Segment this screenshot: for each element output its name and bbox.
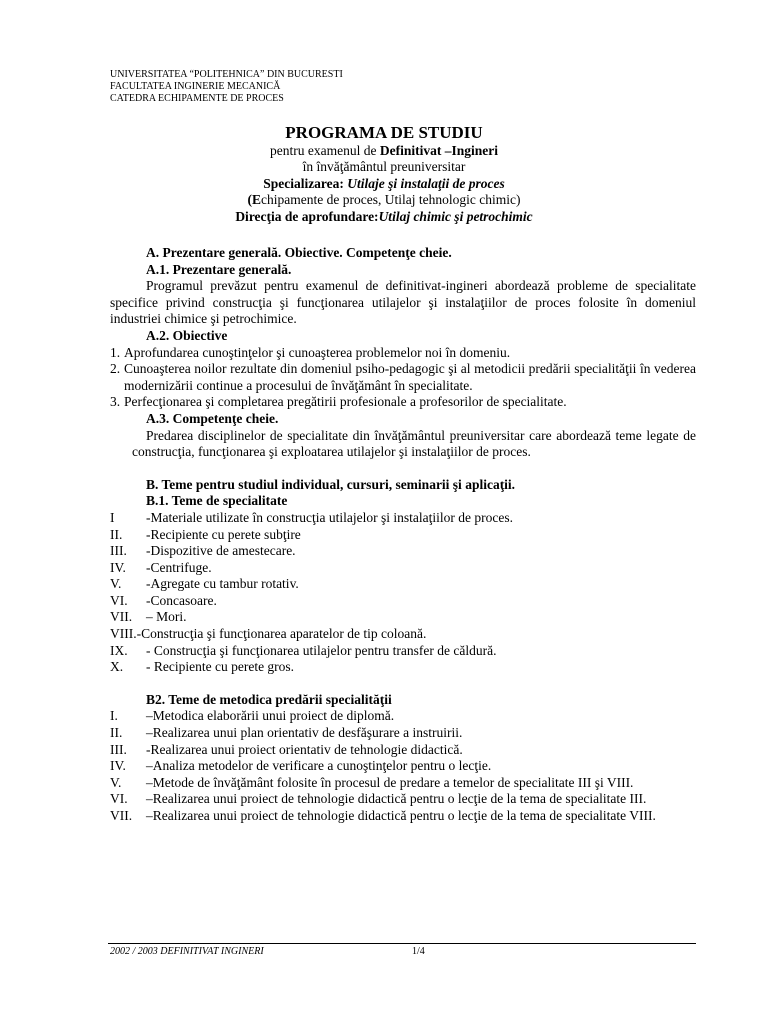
b2-topic-text: -Realizarea unui proiect orientativ de tehnologie didactică. <box>146 741 463 757</box>
subtitle-level: în învăţământul preuniversitar <box>302 159 466 174</box>
b2-topic-numeral: III. <box>110 741 127 757</box>
objective-item <box>110 394 696 411</box>
b2-topic-numeral: I. <box>110 708 118 724</box>
direction-line <box>0 209 768 225</box>
b2-topic-text: –Realizarea unui plan orientativ de desfăşurare a instruirii. <box>146 725 463 741</box>
section-a1-text: Programul prevăzut pentru examenul de definitivat-ingineri abordează probleme de specialitate specifice privind construcţia şi funcţionarea utilajelor şi instalaţiilor de proces folosite în domeniul industriei chimice şi petrochimice. <box>110 278 696 327</box>
objective-text: Aprofundarea cunoştinţelor şi cunoaşterea problemelor noi în domeniu. <box>124 344 511 360</box>
b1-topic-text: – Mori. <box>146 609 187 625</box>
b1-topic-numeral: IV. <box>110 559 126 575</box>
section-a3-text: Predarea disciplinelor de specialitate din învăţământul preuniversitar care abordează teme legate de construcţia, funcţionarea şi exploatarea utilajelor şi instalaţiilor de proces. <box>132 427 696 460</box>
objectives-list <box>110 345 696 411</box>
b2-topic-text: –Realizarea unui proiect de tehnologie didactică pentru o lecţie de la tema de specialitate VIII. <box>146 808 656 823</box>
objective-number: 2. <box>110 361 121 377</box>
b2-topic-numeral: V. <box>110 774 122 790</box>
objective-item <box>110 361 696 394</box>
specialization-label: Specializarea: <box>263 176 348 191</box>
objective-item <box>110 345 696 362</box>
section-a3-heading: A.3. Competenţe cheie. <box>146 410 279 426</box>
b1-topic-item <box>110 609 696 626</box>
subtitle-exam <box>0 143 768 159</box>
b1-topic-item <box>110 626 696 643</box>
b1-topic-item <box>110 527 696 544</box>
university-name: UNIVERSITATEA “POLITEHNICA” DIN BUCURESTI <box>110 69 343 80</box>
b2-topic-item <box>110 791 696 808</box>
subtitle-exam-bold: Definitivat –Ingineri <box>379 143 498 158</box>
specialization-details: (Echipamente de proces, Utilaj tehnologic chimic) <box>247 192 521 207</box>
section-a2-heading: A.2. Obiective <box>146 327 228 343</box>
institution-block <box>110 69 343 105</box>
b1-topic-numeral: III. <box>110 543 127 559</box>
faculty-name: FACULTATEA INGINERIE MECANICĂ <box>110 81 281 92</box>
b1-topic-numeral: VIII. <box>110 626 137 642</box>
b1-topics-list <box>110 510 696 676</box>
b2-topic-numeral: VII. <box>110 808 133 823</box>
b2-topic-text: –Metodica elaborării unui proiect de diplomă. <box>146 708 395 724</box>
document-body <box>110 245 696 825</box>
department-name: CATEDRA ECHIPAMENTE DE PROCES <box>110 93 284 104</box>
b2-topic-text: –Realizarea unui proiect de tehnologie didactică pentru o lecţie de la tema de specialitate III. <box>146 791 647 807</box>
b2-topic-item <box>110 775 696 792</box>
b1-topic-text: -Materiale utilizate în construcţia utilajelor şi instalaţiilor de proces. <box>146 509 513 525</box>
b1-topic-text: -Dispozitive de amestecare. <box>146 543 296 559</box>
b1-topic-text: - Construcţia şi funcţionarea utilajelor pentru transfer de căldură. <box>146 642 497 658</box>
b1-topic-text: -Recipiente cu perete subţire <box>146 526 301 542</box>
section-a-heading: A. Prezentare generală. Obiective. Competenţe cheie. <box>146 245 452 260</box>
b1-topic-numeral: II. <box>110 526 123 542</box>
b2-topic-numeral: II. <box>110 725 123 741</box>
section-b-heading: B. Teme pentru studiul individual, cursuri, seminarii şi aplicaţii. <box>146 476 516 492</box>
b2-topic-item <box>110 725 696 742</box>
b1-topic-item <box>110 643 696 660</box>
section-b1-heading: B.1. Teme de specialitate <box>146 493 288 509</box>
b2-topics-list <box>110 708 696 824</box>
direction-value: Utilaj chimic şi petrochimic <box>378 209 533 224</box>
b1-topic-text: - Recipiente cu perete gros. <box>146 659 295 675</box>
b2-topic-numeral: IV. <box>110 758 126 774</box>
b1-topic-text: -Centrifuge. <box>146 559 212 575</box>
specialization-value: Utilaje şi instalaţii de proces <box>347 176 505 191</box>
b1-topic-numeral: IX. <box>110 642 128 658</box>
b1-topic-numeral: X. <box>110 659 124 675</box>
objective-number: 1. <box>110 344 121 360</box>
b1-topic-item <box>110 560 696 577</box>
b1-topic-item <box>110 576 696 593</box>
document-title: PROGRAMA DE STUDIU <box>285 123 483 142</box>
b1-topic-numeral: V. <box>110 576 122 592</box>
direction-label: Direcţia de aprofundare: <box>235 209 379 224</box>
b2-topic-item <box>110 708 696 725</box>
b2-topic-text: –Analiza metodelor de verificare a cunoştinţelor pentru o lecţie. <box>146 758 492 774</box>
b1-topic-item <box>110 659 696 676</box>
b1-topic-item <box>110 593 696 610</box>
b1-topic-item <box>110 543 696 560</box>
objective-text: Perfecţionarea şi completarea pregătirii profesionale a profesorilor de specialitate. <box>124 394 567 410</box>
b1-topic-text: -Agregate cu tambur rotativ. <box>146 576 299 592</box>
subtitle-exam-prefix: pentru examenul de <box>270 143 380 158</box>
objective-text: Cunoaşterea noilor rezultate din domeniul psiho-pedagogic şi al metodicii predării specialităţii în vederea modernizării continue a procesului de învăţământ în specialitate. <box>124 361 696 393</box>
b1-topic-text: -Concasoare. <box>146 592 217 608</box>
b1-topic-numeral: I <box>110 509 115 525</box>
b2-topic-item <box>110 808 696 825</box>
section-a1-heading: A.1. Prezentare generală. <box>146 261 292 277</box>
b1-topic-numeral: VI. <box>110 592 128 608</box>
section-b2-heading: B2. Teme de metodica predării specialităţii <box>146 691 392 707</box>
specialization-line <box>0 176 768 192</box>
footer-label: 2002 / 2003 DEFINITIVAT INGINERI <box>110 946 264 957</box>
b2-topic-text: –Metode de învăţământ folosite în procesul de predare a temelor de specialitate III şi VIII. <box>146 774 634 790</box>
b1-topic-text: -Construcţia şi funcţionarea aparatelor de tip coloană. <box>136 626 427 642</box>
b1-topic-item <box>110 510 696 527</box>
footer-divider <box>108 943 696 944</box>
objective-number: 3. <box>110 394 121 410</box>
b2-topic-numeral: VI. <box>110 791 128 807</box>
b2-topic-item <box>110 758 696 775</box>
b1-topic-numeral: VII. <box>110 609 133 625</box>
page-number: 1/4 <box>412 946 425 957</box>
b2-topic-item <box>110 742 696 759</box>
